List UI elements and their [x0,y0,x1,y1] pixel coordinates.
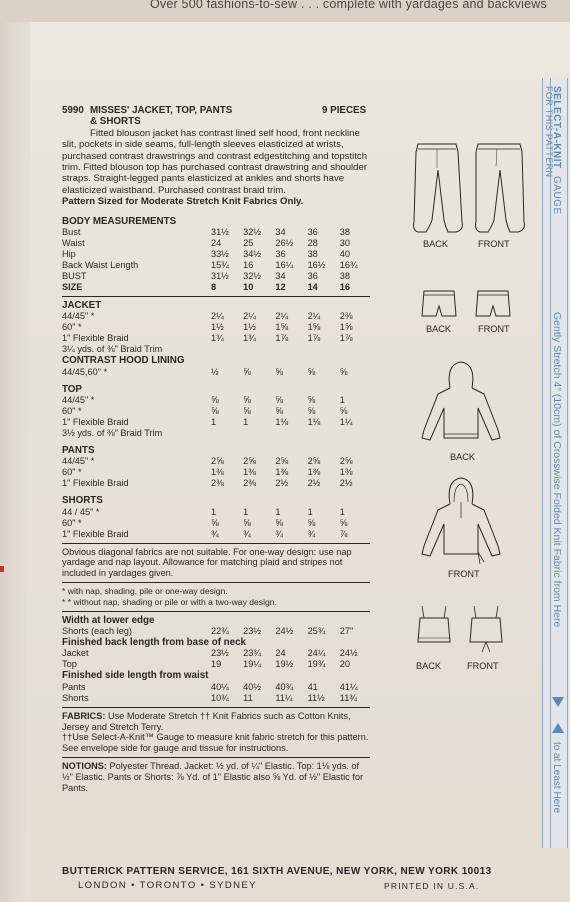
row-label: Bust [62,227,81,238]
gauge-title: SELECT-A-KNIT [551,86,562,169]
row-value: 2⅜ [243,478,256,489]
row-value: 31½ [210,271,229,282]
notions-label: NOTIONS: [62,761,107,772]
row-value: ⅝ [275,406,284,417]
row-value: 26½ [275,238,294,249]
back-length-title: Finished back length from base of neck [62,637,247,649]
measurement-row [62,659,372,670]
row-value: ⅝ [339,406,348,417]
row-value: 19½ [275,659,294,670]
body-measurements-title: BODY MEASUREMENTS [62,215,177,227]
row-label: 44/45,60" * [62,366,108,377]
gauge-instruction: Gently Stretch 4" (10cm) of Crosswise Folded Knit Fabric from Here [551,312,563,628]
row-label: 60" * [62,406,82,417]
row-value: 24 [210,238,222,249]
row-value: 32½ [243,271,262,282]
row-label: 44/45" * [62,456,95,467]
measurement-row [62,271,372,282]
divider [62,582,370,583]
yardage-chart [62,105,372,793]
row-label: Jacket [62,648,89,659]
row-value: 1⅛ [275,417,289,428]
row-value: 25 [243,238,254,249]
gauge-arrow-down-icon [551,696,565,708]
nap-note-2: * * without nap, shading or pile or with a two-way design. [62,596,277,607]
row-label: 60" * [62,322,82,333]
row-value: ⅝ [307,517,316,528]
notions-block [62,761,372,793]
row-value: 2¼ [307,311,321,322]
nap-note-1: * with nap, shading, pile or one-way design. [62,586,228,597]
row-value: 2⅝ [275,456,289,467]
row-label: Top [62,659,77,670]
measurement-row [62,249,372,260]
row-value: 1 [210,506,217,517]
measurement-row [62,417,372,428]
row-value: 31½ [210,227,229,238]
row-value: 2½ [275,478,289,489]
row-value: 12 [275,282,286,293]
measurement-row [62,311,372,322]
top-braid-note: 3½ yds. of ⅜" Braid Trim [62,428,163,439]
row-label: 44/45" * [62,311,95,322]
divider [62,296,370,297]
pants-front-label: FRONT [478,239,510,249]
measurement-row [62,322,372,333]
hood-lining-title: CONTRAST HOOD LINING [62,355,185,367]
row-value: ⅝ [275,366,284,377]
row-value: 2½ [307,478,321,489]
row-value: 10 [243,282,254,293]
measurement-row [62,682,372,693]
width-title: Width at lower edge [62,614,155,626]
row-value: 2½ [339,478,353,489]
row-value: 10¾ [210,692,229,703]
row-value: 40½ [243,681,262,692]
row-label: SIZE [62,282,83,293]
row-value: ¾ [275,528,284,539]
row-label: 1" Flexible Braid [62,478,129,489]
row-label: Back Waist Length [62,260,139,271]
row-label: 44/45" * [62,395,95,406]
row-label: 1" Flexible Braid [62,528,129,539]
row-value: 40¾ [275,681,294,692]
row-value: 1 [339,395,345,406]
top-title: TOP [62,383,82,395]
row-value: 1¾ [210,333,224,344]
row-value: 1½ [243,322,256,333]
row-value: 24¼ [307,648,326,659]
row-value: 23¾ [243,648,262,659]
row-label: BUST [62,271,87,282]
divider [62,707,370,708]
measurement-row [62,467,372,478]
row-value: ⅝ [210,517,219,528]
row-value: 38 [339,227,350,238]
row-value: 16¼ [275,260,294,271]
shorts-title: SHORTS [62,495,103,507]
pattern-title: MISSES' JACKET, TOP, PANTS [90,105,233,116]
row-value: 1½ [210,322,224,333]
row-value: 1¾ [243,333,256,344]
shorts-back-illustration [420,288,458,322]
pattern-title-2: & SHORTS [90,116,141,128]
row-value: 19¼ [243,659,262,670]
row-value: 25¾ [307,626,326,637]
row-label: 60" * [62,467,82,478]
left-shadow [0,22,30,902]
row-value: ⅝ [275,517,284,528]
jacket-back-label: BACK [450,452,476,462]
row-label: 60" * [62,517,82,528]
row-value: 1⅞ [307,333,321,344]
measurement-row [62,406,372,417]
row-value: 1 [339,506,345,517]
row-value: 19¾ [307,659,326,670]
description: Fitted blouson jacket has contrast lined self hood, front neckline slit, pockets in side seams, full-length sleeves elasticized at wrists, purchased contrast drawstrings and contrast edgestitching and topstitch trim. Fitted blouson top has purchased contrast drawstring and shoulder straps. Straight-legged pants elasticized at ankles and shorts have elasticized waistband. Purchased contrast braid trim. [62,127,368,196]
row-value: 1 [275,506,281,517]
row-value: 38 [307,249,318,260]
row-label: Hip [62,249,76,260]
row-value: 40¼ [210,681,229,692]
row-value: 1 [307,506,313,517]
row-value: ⅝ [243,395,251,406]
jacket-title: JACKET [62,300,102,312]
row-value: 41 [307,681,318,692]
row-value: 11¾ [339,692,357,703]
shorts-table [62,507,372,540]
row-value: 16¾ [339,260,358,271]
row-value: 1⅜ [210,467,224,478]
measurement-row [62,693,372,704]
row-value: 40 [339,249,350,260]
diagonal-note: Obvious diagonal fabrics are not suitable. For one-way design: use nap yardage and nap layout. Allowance for matching plaid and stripes not included in yardages given. [62,546,352,579]
row-value: ⅝ [275,395,284,406]
gauge-limit: to at Least Here [551,742,562,814]
fabrics-text: Use Moderate Stretch †† Knit Fabrics such as Cotton Knits, Jersey and Stretch Terry. [62,710,351,732]
row-value: 1⅜ [339,467,353,478]
row-value: 2⅝ [210,456,224,467]
row-label: 1" Flexible Braid [62,333,129,344]
measurement-row [62,518,372,529]
gauge-note: ††Use Select-A-Knit™ Gauge to measure knit fabric stretch for this pattern. See envelope side for gauge and tissue for instructions. [62,732,369,754]
row-value: ¾ [307,528,316,539]
measurement-row [62,333,372,344]
row-value: 1⅝ [339,322,353,333]
row-value: 1⅜ [275,467,289,478]
measurement-row [62,478,372,489]
row-value: 14 [307,282,318,293]
measurement-row [62,648,372,659]
measurement-row [62,367,372,378]
row-value: 27" [339,626,354,637]
row-value: 34 [275,271,286,282]
row-value: 1⅝ [275,322,289,333]
shorts-front-label: FRONT [478,324,510,334]
row-value: 36 [307,227,318,238]
row-value: 11 [243,692,253,703]
row-value: 28 [307,238,318,249]
row-value: ⅝ [307,395,316,406]
sized-note: Pattern Sized for Moderate Stretch Knit Fabrics Only. [62,196,304,208]
row-value: 16½ [307,260,326,271]
jacket-table [62,311,372,344]
pieces-count: 9 PIECES [322,105,367,116]
row-value: 8 [210,282,217,293]
row-value: 20 [339,659,350,670]
width-table [62,626,372,637]
top-strip: Over 500 fashions-to-sew . . . complete with yardages and backviews [150,0,547,11]
top-back-illustration [414,604,454,654]
top-table [62,395,372,428]
back-length-table [62,648,372,670]
row-value: 1⅝ [307,322,321,333]
measurement-row [62,395,372,406]
row-value: 24½ [339,648,358,659]
row-value: ⅞ [339,528,348,539]
divider [62,543,370,544]
row-value: ⅝ [307,406,316,417]
body-measurements-table [62,227,372,293]
row-value: 2⅝ [339,456,353,467]
pants-back-label: BACK [423,239,449,249]
row-value: 15¾ [210,260,229,271]
row-value: 2⅜ [210,478,224,489]
fabrics-block [62,711,372,733]
row-value: 38 [339,271,350,282]
row-value: 2⅜ [339,311,353,322]
pattern-header [62,105,372,128]
row-value: 36 [307,271,318,282]
pants-table [62,456,372,489]
pattern-number: 5990 [62,105,84,116]
row-value: 1⅜ [307,467,321,478]
row-value: 2⅝ [307,456,321,467]
jacket-front-illustration [418,474,504,568]
row-label: 44 / 45" * [62,506,100,517]
shorts-front-illustration [474,288,512,322]
row-value: 30 [339,238,350,249]
top-front-label: FRONT [467,661,499,671]
measurement-row [62,282,372,293]
row-value: 33½ [210,249,229,260]
jacket-back-illustration [418,358,504,448]
row-value: 23½ [210,648,229,659]
measurement-row [62,227,372,238]
row-label: Pants [62,681,86,692]
fabrics-label: FABRICS: [62,710,106,721]
row-value: 1 [243,417,249,428]
row-value: ⅝ [243,406,251,417]
row-label: Shorts (each leg) [62,626,132,637]
row-value: 41¼ [339,681,358,692]
row-value: 16 [339,282,350,293]
pants-title: PANTS [62,444,95,456]
pants-front-illustration [470,140,528,238]
divider [62,757,370,758]
row-value: 1⅞ [275,333,289,344]
row-value: ½ [210,366,219,377]
side-length-title: Finished side length from waist [62,670,209,682]
row-value: 19 [210,659,222,670]
row-value: 1⅞ [339,333,353,344]
top-back-label: BACK [416,661,442,671]
row-value: ¾ [243,528,251,539]
shorts-back-label: BACK [426,324,452,334]
row-value: 1¼ [339,417,353,428]
pants-back-illustration [408,140,466,238]
row-value: 36 [275,249,286,260]
row-label: 1" Flexible Braid [62,417,129,428]
row-value: ⅝ [243,517,251,528]
row-value: ⅝ [339,517,348,528]
row-value: 2¼ [210,311,224,322]
row-value: 1⅛ [307,417,321,428]
jacket-braid-note: 3¼ yds. of ⅜" Braid Trim [62,344,163,355]
red-mark [0,566,4,572]
row-value: ⅝ [339,366,348,377]
row-value: 34½ [243,249,262,260]
footer-cities: LONDON • TORONTO • SYDNEY [78,880,257,891]
gauge-subtitle: FOR THIS PATTERN [544,86,554,178]
row-value: 34 [275,227,286,238]
row-value: 24 [275,648,286,659]
hood-table [62,367,372,378]
row-value: ¾ [210,528,219,539]
row-value: 1⅜ [243,467,256,478]
row-value: 2¼ [275,311,289,322]
row-value: 32½ [243,227,262,238]
row-value: 23½ [243,626,262,637]
gauge-word: GAUGE [551,176,562,215]
row-value: 11½ [307,692,325,703]
row-label: Waist [62,238,85,249]
row-value: ⅝ [210,406,219,417]
row-value: ⅝ [243,366,251,377]
gauge-arrow-up-icon [551,722,565,734]
footer-printed: PRINTED IN U.S.A. [384,881,480,891]
row-value: ⅝ [307,366,316,377]
row-value: 22¾ [210,626,229,637]
row-value: 1 [210,417,217,428]
divider [62,611,370,612]
measurement-row [62,507,372,518]
measurement-row [62,626,372,637]
measurement-row [62,456,372,467]
row-value: ⅝ [210,395,219,406]
row-value: 16 [243,260,254,271]
row-value: 2⅝ [243,456,256,467]
row-value: 1 [243,506,249,517]
row-value: 24½ [275,626,294,637]
row-value: 2¼ [243,311,256,322]
measurement-row [62,529,372,540]
measurement-row [62,260,372,271]
side-length-table [62,682,372,704]
notions-text: Polyester Thread. Jacket: ½ yd. of ¼" Elastic. Top: 1⅛ yds. of ½" Elastic. Pants or Shorts: ⅞ Yd. of 1" Elastic also ⅝ Yd. of ½" Elastic for Pants. [62,761,364,793]
top-front-illustration [466,604,506,658]
measurement-row [62,238,372,249]
footer-service: BUTTERICK PATTERN SERVICE, 161 SIXTH AVENUE, NEW YORK, NEW YORK 10013 [62,866,492,877]
row-label: Shorts [62,692,89,703]
row-value: 11¼ [275,692,293,703]
jacket-front-label: FRONT [448,569,480,579]
